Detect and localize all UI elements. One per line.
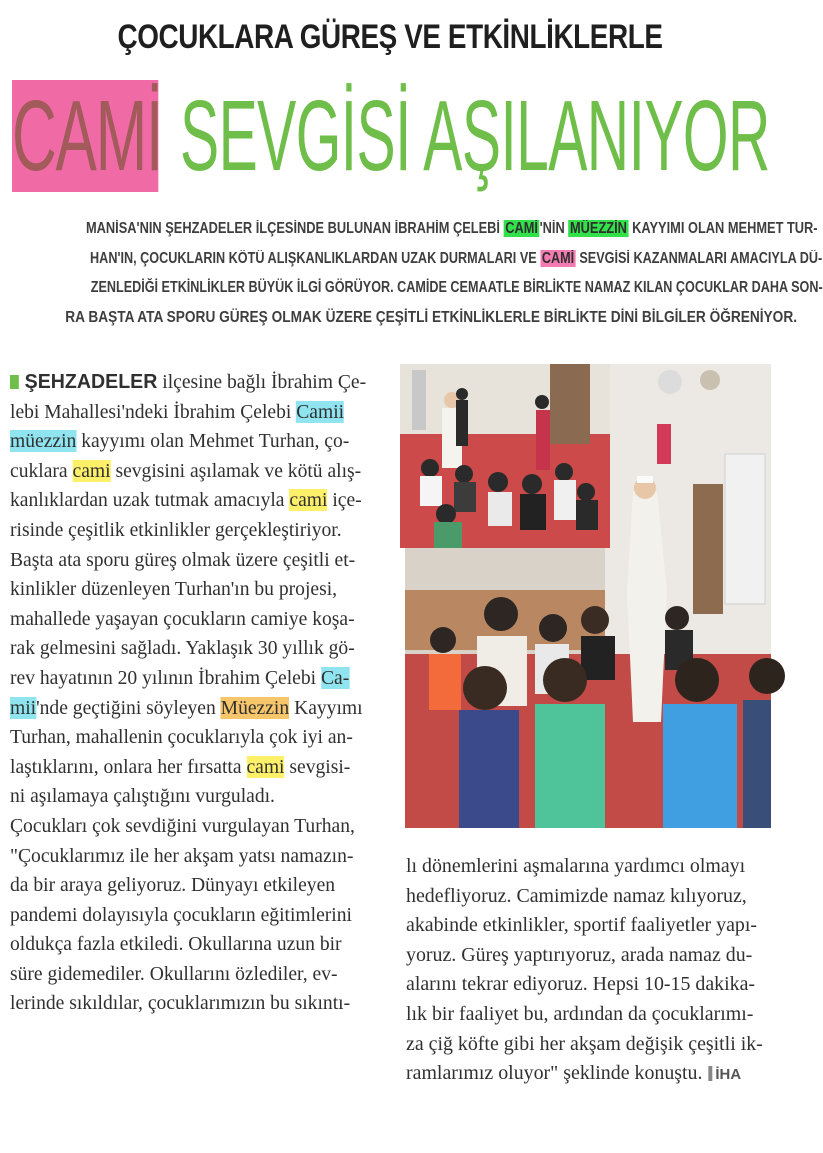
body-text: lebi Mahallesi'ndeki İbrahim Çelebi xyxy=(10,400,297,423)
lead-text: KAYYIMI OLAN MEHMET TUR- xyxy=(628,220,818,237)
body-line: alarını tekrar ediyoruz. Hepsi 10-15 dakika- xyxy=(406,973,756,996)
body-text: 'nde geçtiğini söyleyen xyxy=(36,696,221,719)
body-line xyxy=(10,457,380,487)
lead-text: MANİSA'NIN ŞEHZADELER İLÇESİNDE BULUNAN İBRAHİM ÇELEBİ xyxy=(85,220,504,237)
headline-rest: SEVGİSİ AŞILANIYOR xyxy=(180,80,770,192)
kicker-headline: ÇOCUKLARA GÜREŞ VE ETKİNLİKLERLE xyxy=(117,18,663,56)
lead-line xyxy=(85,214,818,244)
article-body-left-column xyxy=(10,368,388,1019)
body-line: kinlikler düzenleyen Turhan'ın bu projesi, xyxy=(10,578,338,601)
body-highlight: Müezzin xyxy=(220,696,290,719)
body-text: ilçesine bağlı İbrahim Çe- xyxy=(157,371,367,393)
body-line xyxy=(10,664,380,694)
lead-line xyxy=(90,244,823,274)
body-line: lık bir faaliyet bu, ardından da çocuklarımı- xyxy=(406,1002,754,1025)
body-line: Başta ata sporu güreş olmak üzere çeşitli et- xyxy=(10,548,356,571)
body-line: pandemi dolayısıyla çocukların eğitimlerini xyxy=(10,903,352,926)
lead-highlight: CAMİ xyxy=(505,220,538,237)
body-text: kanlıklardan uzak tutmak amacıyla xyxy=(10,489,290,512)
agency-marker-icon xyxy=(708,1066,712,1081)
body-highlight: Ca- xyxy=(320,666,350,689)
body-line: rak gelmesini sağladı. Yaklaşık 30 yıllık gö- xyxy=(10,637,355,660)
lead-line: RA BAŞTA ATA SPORU GÜREŞ OLMAK ÜZERE ÇEŞİTLİ ETKİNLİKLERLE BİRLİKTE DİNİ BİLGİLER ÖĞRENİYOR. xyxy=(65,308,798,326)
lead-highlight: MÜEZZİN xyxy=(569,220,627,237)
body-highlight: mii xyxy=(10,696,37,719)
mosque-activity-photo xyxy=(400,364,610,548)
body-highlight: cami xyxy=(246,755,285,778)
body-line xyxy=(406,1059,768,1090)
body-line: ni aşılamaya çalıştığını vurguladı. xyxy=(10,785,275,808)
lead-text: HAN'IN, ÇOCUKLARIN KÖTÜ ALIŞKANLIKLARDAN UZAK DURMALARI VE xyxy=(90,249,541,267)
body-text: içe- xyxy=(327,489,362,512)
lead-line: ZENLEDİĞİ ETKİNLİKLER BÜYÜK İLGİ GÖRÜYOR. CAMİDE CEMAATLE BİRLİKTE NAMAZ KILAN ÇOCUKLAR DAHA SON- xyxy=(90,279,823,296)
body-highlight: müezzin xyxy=(10,430,77,453)
body-line: mahallede yaşayan çocukların camiye koşa- xyxy=(10,607,355,630)
body-text: laştıklarını, onlara her fırsatta xyxy=(10,755,247,778)
lead-text: 'NİN xyxy=(539,220,569,237)
body-line: lerinde sıkıldılar, çocuklarımızın bu sıkıntı- xyxy=(10,992,351,1015)
body-line: hedefliyoruz. Camimizde namaz kılıyoruz, xyxy=(406,884,747,907)
body-line xyxy=(10,694,380,724)
body-text: rev hayatının 20 yılının İbrahim Çelebi xyxy=(10,666,321,689)
lead-paragraph xyxy=(22,214,823,332)
body-highlight: cami xyxy=(289,489,328,512)
article-body-right-column xyxy=(406,852,770,1090)
body-line xyxy=(10,368,380,398)
body-text: cuklara xyxy=(10,459,73,482)
dateline: ŞEHZADELER xyxy=(24,371,158,393)
body-highlight: cami xyxy=(72,459,111,482)
body-text: kayyımı olan Mehmet Turhan, ço- xyxy=(76,430,350,453)
body-line: Çocukları çok sevdiğini vurgulayan Turhan, xyxy=(10,814,355,837)
body-text: Kayyımı xyxy=(289,696,363,719)
paragraph-marker-icon xyxy=(10,375,19,389)
body-line: akabinde etkinlikler, sportif faaliyetler yapı- xyxy=(406,914,758,937)
headline xyxy=(12,78,772,198)
body-line: Turhan, mahallenin çocuklarıyla çok iyi an- xyxy=(10,726,353,749)
news-agency-credit: İHA xyxy=(715,1066,742,1084)
body-line xyxy=(10,398,380,428)
body-text: sevgisini aşılamak ve kötü alış- xyxy=(110,459,362,482)
body-line: da bir araya geliyoruz. Dünyayı etkileyen xyxy=(10,874,336,897)
body-line: yoruz. Güreş yaptırıyoruz, arada namaz du- xyxy=(406,943,753,966)
body-line: risinde çeşitlik etkinlikler gerçekleştiriyor. xyxy=(10,518,342,541)
article-photo-inset xyxy=(400,364,610,548)
body-line: süre gidemediler. Okullarını özlediler, ev- xyxy=(10,962,338,985)
body-line: lı dönemlerini aşmalarına yardımcı olmayı xyxy=(406,855,746,877)
body-line xyxy=(10,753,380,783)
headline-cami-word: CAMİ xyxy=(12,80,163,192)
body-line xyxy=(10,427,380,457)
body-line: oldukça fazla etkiledi. Okullarına uzun bir xyxy=(10,933,342,956)
body-line: za çiğ köfte gibi her akşam değişik çeşitli ik- xyxy=(406,1032,763,1055)
body-line: "Çocuklarımız ile her akşam yatsı namazın- xyxy=(10,844,354,867)
body-line xyxy=(10,486,380,516)
lead-highlight: CAMİ xyxy=(541,249,575,267)
body-highlight: Camii xyxy=(296,400,345,423)
lead-text: SEVGİSİ KAZANMALARI AMACIYLA DÜ- xyxy=(575,249,823,267)
body-text: sevgisi- xyxy=(284,755,351,778)
body-text: ramlarımız oluyor" şeklinde konuştu. xyxy=(406,1062,703,1085)
